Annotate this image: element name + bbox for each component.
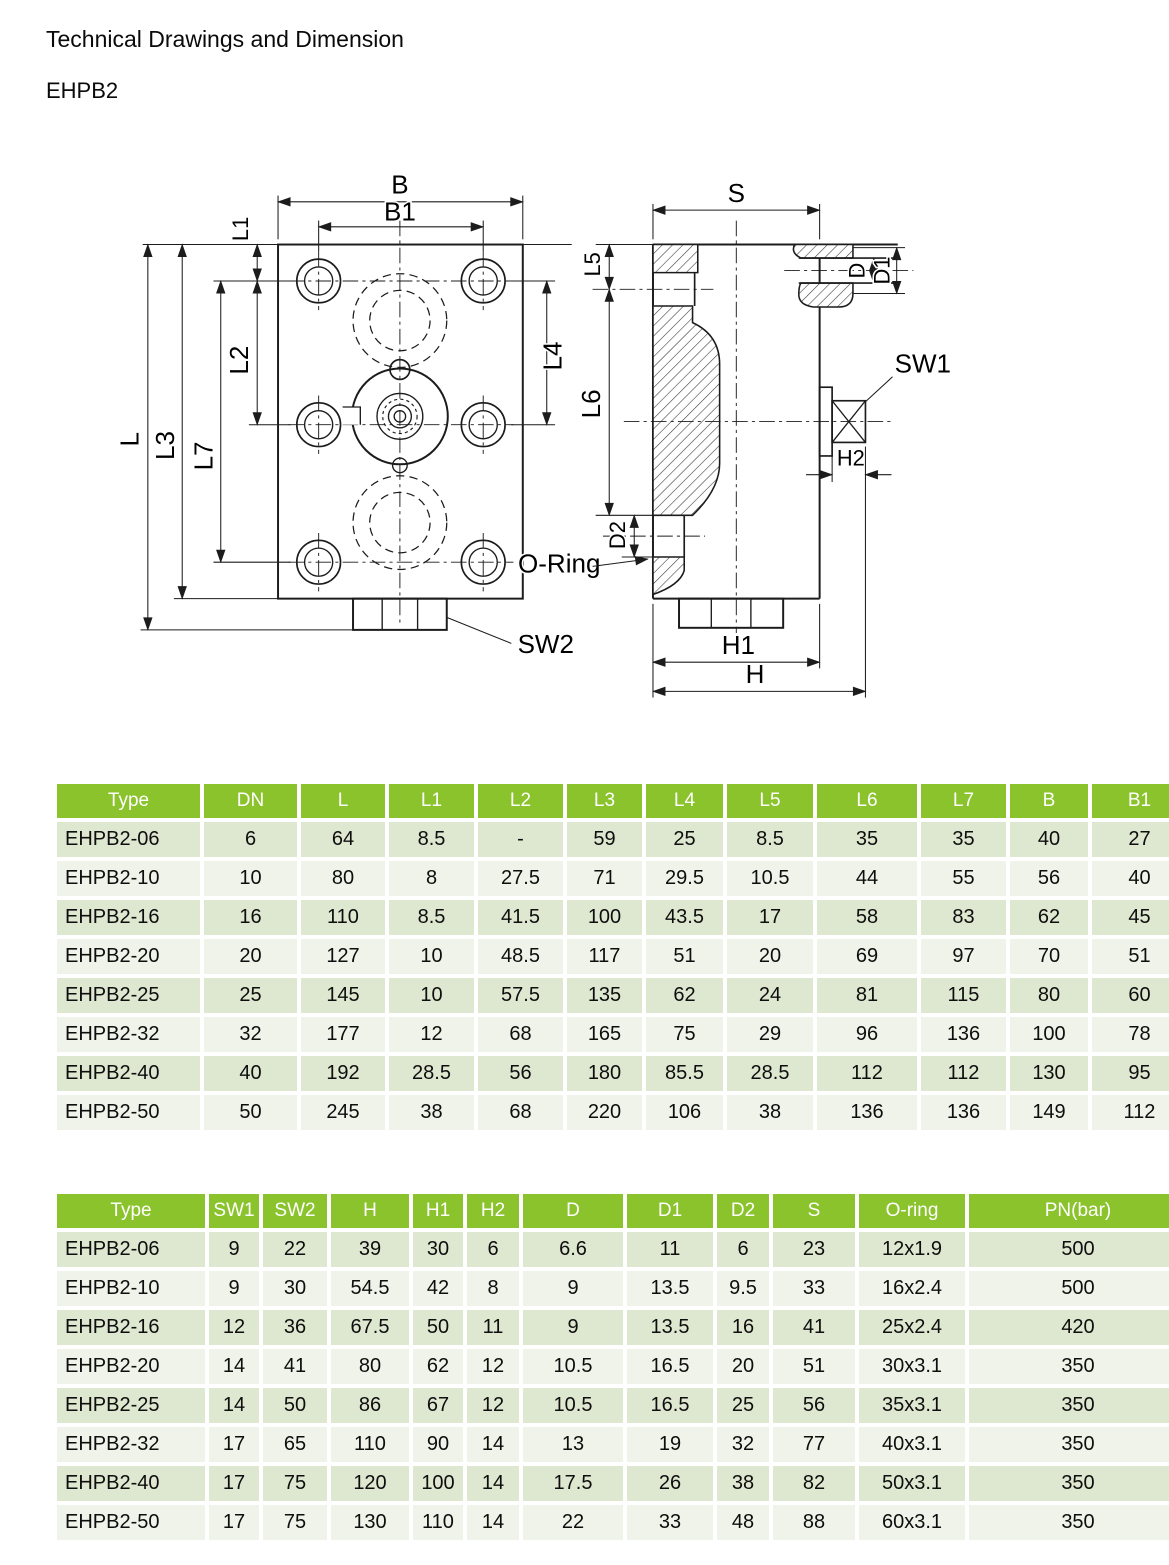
spindle-cam bbox=[343, 360, 448, 473]
value-cell: 27.5 bbox=[478, 861, 563, 896]
type-cell: EHPB2-06 bbox=[57, 822, 200, 857]
value-cell: 14 bbox=[209, 1388, 259, 1423]
column-header: L4 bbox=[646, 784, 723, 818]
value-cell: 38 bbox=[727, 1095, 813, 1130]
value-cell: 10.5 bbox=[727, 861, 813, 896]
value-cell: 44 bbox=[817, 861, 917, 896]
value-cell: 32 bbox=[717, 1427, 769, 1462]
value-cell: 22 bbox=[523, 1505, 623, 1540]
column-header: B bbox=[1010, 784, 1088, 818]
value-cell: 24 bbox=[727, 978, 813, 1013]
value-cell: 10.5 bbox=[523, 1349, 623, 1384]
value-cell: 85.5 bbox=[646, 1056, 723, 1091]
type-cell: EHPB2-25 bbox=[57, 978, 200, 1013]
value-cell: 95 bbox=[1092, 1056, 1169, 1091]
value-cell: 9 bbox=[209, 1232, 259, 1267]
value-cell: 25 bbox=[717, 1388, 769, 1423]
value-cell: 10 bbox=[389, 939, 474, 974]
type-cell: EHPB2-50 bbox=[57, 1505, 205, 1540]
value-cell: 40x3.1 bbox=[859, 1427, 965, 1462]
value-cell: 106 bbox=[646, 1095, 723, 1130]
value-cell: 12 bbox=[209, 1310, 259, 1345]
value-cell: 80 bbox=[331, 1349, 409, 1384]
value-cell: 54.5 bbox=[331, 1271, 409, 1306]
value-cell: 30 bbox=[263, 1271, 327, 1306]
column-header: D bbox=[523, 1194, 623, 1228]
value-cell: 192 bbox=[301, 1056, 385, 1091]
dim-label-B1: B1 bbox=[383, 196, 416, 227]
value-cell: 420 bbox=[969, 1310, 1169, 1345]
value-cell: 62 bbox=[646, 978, 723, 1013]
type-cell: EHPB2-32 bbox=[57, 1017, 200, 1052]
value-cell: 51 bbox=[773, 1349, 855, 1384]
value-cell: 80 bbox=[1010, 978, 1088, 1013]
value-cell: 112 bbox=[921, 1056, 1006, 1091]
value-cell: 165 bbox=[567, 1017, 642, 1052]
value-cell: 110 bbox=[331, 1427, 409, 1462]
value-cell: 17 bbox=[209, 1466, 259, 1501]
type-cell: EHPB2-16 bbox=[57, 900, 200, 935]
value-cell: 27 bbox=[1092, 822, 1169, 857]
value-cell: 90 bbox=[413, 1427, 463, 1462]
value-cell: 80 bbox=[301, 861, 385, 896]
value-cell: 16 bbox=[717, 1310, 769, 1345]
column-header: D2 bbox=[717, 1194, 769, 1228]
table-row bbox=[57, 978, 1169, 1013]
value-cell: 14 bbox=[209, 1349, 259, 1384]
dim-label-H: H bbox=[745, 659, 765, 690]
column-header: S bbox=[773, 1194, 855, 1228]
column-header: Type bbox=[57, 784, 200, 818]
value-cell: 120 bbox=[331, 1466, 409, 1501]
dim-label-D: D bbox=[844, 262, 870, 279]
value-cell: 177 bbox=[301, 1017, 385, 1052]
value-cell: 35 bbox=[921, 822, 1006, 857]
dim-label-L6: L6 bbox=[575, 389, 606, 419]
value-cell: 29 bbox=[727, 1017, 813, 1052]
value-cell: 13.5 bbox=[627, 1271, 713, 1306]
dim-label-B: B bbox=[391, 169, 409, 200]
value-cell: 29.5 bbox=[646, 861, 723, 896]
value-cell: 83 bbox=[921, 900, 1006, 935]
column-header: L2 bbox=[478, 784, 563, 818]
type-cell: EHPB2-10 bbox=[57, 861, 200, 896]
value-cell: 68 bbox=[478, 1017, 563, 1052]
value-cell: 69 bbox=[817, 939, 917, 974]
value-cell: 110 bbox=[413, 1505, 463, 1540]
value-cell: 135 bbox=[567, 978, 642, 1013]
dimensions-table-heights bbox=[53, 1190, 1169, 1544]
value-cell: 25x2.4 bbox=[859, 1310, 965, 1345]
value-cell: 48.5 bbox=[478, 939, 563, 974]
value-cell: 81 bbox=[817, 978, 917, 1013]
type-cell: EHPB2-50 bbox=[57, 1095, 200, 1130]
table-row bbox=[57, 1505, 1169, 1540]
value-cell: - bbox=[478, 822, 563, 857]
dim-label-H1: H1 bbox=[721, 629, 756, 660]
column-header: L7 bbox=[921, 784, 1006, 818]
value-cell: 75 bbox=[263, 1466, 327, 1501]
value-cell: 25 bbox=[204, 978, 297, 1013]
value-cell: 56 bbox=[773, 1388, 855, 1423]
table-row bbox=[57, 900, 1169, 935]
value-cell: 16 bbox=[204, 900, 297, 935]
value-cell: 350 bbox=[969, 1388, 1169, 1423]
value-cell: 62 bbox=[1010, 900, 1088, 935]
value-cell: 6 bbox=[717, 1232, 769, 1267]
value-cell: 10.5 bbox=[523, 1388, 623, 1423]
value-cell: 112 bbox=[817, 1056, 917, 1091]
value-cell: 350 bbox=[969, 1349, 1169, 1384]
value-cell: 41 bbox=[263, 1349, 327, 1384]
value-cell: 23 bbox=[773, 1232, 855, 1267]
value-cell: 6.6 bbox=[523, 1232, 623, 1267]
value-cell: 40 bbox=[1010, 822, 1088, 857]
column-header: DN bbox=[204, 784, 297, 818]
value-cell: 68 bbox=[478, 1095, 563, 1130]
value-cell: 117 bbox=[567, 939, 642, 974]
value-cell: 32 bbox=[204, 1017, 297, 1052]
value-cell: 19 bbox=[627, 1427, 713, 1462]
header-row bbox=[57, 1194, 1169, 1228]
value-cell: 60x3.1 bbox=[859, 1505, 965, 1540]
value-cell: 70 bbox=[1010, 939, 1088, 974]
table-row bbox=[57, 1095, 1169, 1130]
value-cell: 9 bbox=[523, 1271, 623, 1306]
table-row bbox=[57, 1310, 1169, 1345]
value-cell: 58 bbox=[817, 900, 917, 935]
value-cell: 30 bbox=[413, 1232, 463, 1267]
value-cell: 145 bbox=[301, 978, 385, 1013]
dim-label-L2: L2 bbox=[223, 345, 254, 375]
value-cell: 20 bbox=[717, 1349, 769, 1384]
column-header: SW2 bbox=[263, 1194, 327, 1228]
column-header: Type bbox=[57, 1194, 205, 1228]
value-cell: 75 bbox=[263, 1505, 327, 1540]
product-series-label: EHPB2 bbox=[46, 78, 119, 103]
value-cell: 30x3.1 bbox=[859, 1349, 965, 1384]
value-cell: 51 bbox=[1092, 939, 1169, 974]
value-cell: 6 bbox=[467, 1232, 519, 1267]
value-cell: 67 bbox=[413, 1388, 463, 1423]
dim-label-D2: D2 bbox=[604, 521, 630, 550]
table-row bbox=[57, 1466, 1169, 1501]
value-cell: 130 bbox=[1010, 1056, 1088, 1091]
column-header: H1 bbox=[413, 1194, 463, 1228]
value-cell: 50 bbox=[204, 1095, 297, 1130]
type-cell: EHPB2-25 bbox=[57, 1388, 205, 1423]
column-header: O-ring bbox=[859, 1194, 965, 1228]
value-cell: 38 bbox=[389, 1095, 474, 1130]
value-cell: 51 bbox=[646, 939, 723, 974]
value-cell: 115 bbox=[921, 978, 1006, 1013]
value-cell: 17 bbox=[209, 1427, 259, 1462]
value-cell: 12x1.9 bbox=[859, 1232, 965, 1267]
dim-label-L3: L3 bbox=[149, 431, 180, 461]
value-cell: 11 bbox=[467, 1310, 519, 1345]
value-cell: 55 bbox=[921, 861, 1006, 896]
value-cell: 220 bbox=[567, 1095, 642, 1130]
value-cell: 10 bbox=[389, 978, 474, 1013]
column-header: H2 bbox=[467, 1194, 519, 1228]
value-cell: 65 bbox=[263, 1427, 327, 1462]
value-cell: 350 bbox=[969, 1505, 1169, 1540]
value-cell: 149 bbox=[1010, 1095, 1088, 1130]
value-cell: 26 bbox=[627, 1466, 713, 1501]
type-cell: EHPB2-06 bbox=[57, 1232, 205, 1267]
value-cell: 17 bbox=[727, 900, 813, 935]
value-cell: 500 bbox=[969, 1271, 1169, 1306]
table-row bbox=[57, 861, 1169, 896]
dim-label-S: S bbox=[727, 177, 745, 208]
value-cell: 100 bbox=[567, 900, 642, 935]
value-cell: 180 bbox=[567, 1056, 642, 1091]
type-cell: EHPB2-40 bbox=[57, 1466, 205, 1501]
dim-label-L1: L1 bbox=[227, 216, 253, 242]
value-cell: 12 bbox=[389, 1017, 474, 1052]
value-cell: 50x3.1 bbox=[859, 1466, 965, 1501]
value-cell: 12 bbox=[467, 1349, 519, 1384]
value-cell: 17.5 bbox=[523, 1466, 623, 1501]
value-cell: 14 bbox=[467, 1427, 519, 1462]
value-cell: 10 bbox=[204, 861, 297, 896]
value-cell: 350 bbox=[969, 1427, 1169, 1462]
value-cell: 48 bbox=[717, 1505, 769, 1540]
type-cell: EHPB2-16 bbox=[57, 1310, 205, 1345]
value-cell: 56 bbox=[478, 1056, 563, 1091]
table-row bbox=[57, 1017, 1169, 1052]
value-cell: 100 bbox=[1010, 1017, 1088, 1052]
value-cell: 8.5 bbox=[727, 822, 813, 857]
column-header: H bbox=[331, 1194, 409, 1228]
value-cell: 8.5 bbox=[389, 822, 474, 857]
value-cell: 60 bbox=[1092, 978, 1169, 1013]
value-cell: 9 bbox=[209, 1271, 259, 1306]
dim-label-L5: L5 bbox=[579, 252, 605, 277]
value-cell: 57.5 bbox=[478, 978, 563, 1013]
value-cell: 16x2.4 bbox=[859, 1271, 965, 1306]
value-cell: 77 bbox=[773, 1427, 855, 1462]
type-cell: EHPB2-10 bbox=[57, 1271, 205, 1306]
dim-label-D1: D1 bbox=[869, 256, 895, 285]
value-cell: 38 bbox=[717, 1466, 769, 1501]
hex-nut-side bbox=[679, 599, 783, 628]
flange-section bbox=[653, 245, 720, 595]
type-cell: EHPB2-40 bbox=[57, 1056, 200, 1091]
value-cell: 67.5 bbox=[331, 1310, 409, 1345]
value-cell: 14 bbox=[467, 1466, 519, 1501]
value-cell: 17 bbox=[209, 1505, 259, 1540]
table-row bbox=[57, 1056, 1169, 1091]
table-row bbox=[57, 822, 1169, 857]
value-cell: 8.5 bbox=[389, 900, 474, 935]
value-cell: 35x3.1 bbox=[859, 1388, 965, 1423]
value-cell: 9 bbox=[523, 1310, 623, 1345]
value-cell: 130 bbox=[331, 1505, 409, 1540]
column-header: L5 bbox=[727, 784, 813, 818]
value-cell: 41.5 bbox=[478, 900, 563, 935]
column-header: L1 bbox=[389, 784, 474, 818]
value-cell: 33 bbox=[627, 1505, 713, 1540]
value-cell: 136 bbox=[921, 1017, 1006, 1052]
value-cell: 16.5 bbox=[627, 1388, 713, 1423]
side-view bbox=[518, 178, 951, 698]
value-cell: 28.5 bbox=[389, 1056, 474, 1091]
value-cell: 14 bbox=[467, 1505, 519, 1540]
value-cell: 97 bbox=[921, 939, 1006, 974]
front-view bbox=[114, 169, 574, 658]
column-header: L bbox=[301, 784, 385, 818]
value-cell: 13.5 bbox=[627, 1310, 713, 1345]
header-row bbox=[57, 784, 1169, 818]
value-cell: 12 bbox=[467, 1388, 519, 1423]
column-header: B1 bbox=[1092, 784, 1169, 818]
dim-label-L: L bbox=[114, 432, 145, 447]
value-cell: 33 bbox=[773, 1271, 855, 1306]
table-row bbox=[57, 1271, 1169, 1306]
dim-label-L7: L7 bbox=[188, 441, 219, 471]
value-cell: 71 bbox=[567, 861, 642, 896]
column-header: PN(bar) bbox=[969, 1194, 1169, 1228]
value-cell: 88 bbox=[773, 1505, 855, 1540]
technical-drawing bbox=[98, 156, 958, 708]
value-cell: 45 bbox=[1092, 900, 1169, 935]
value-cell: 82 bbox=[773, 1466, 855, 1501]
value-cell: 127 bbox=[301, 939, 385, 974]
type-cell: EHPB2-20 bbox=[57, 939, 200, 974]
value-cell: 110 bbox=[301, 900, 385, 935]
value-cell: 20 bbox=[727, 939, 813, 974]
value-cell: 16.5 bbox=[627, 1349, 713, 1384]
value-cell: 40 bbox=[1092, 861, 1169, 896]
value-cell: 41 bbox=[773, 1310, 855, 1345]
dim-label-SW2: SW2 bbox=[517, 628, 574, 659]
oring-label: O-Ring bbox=[518, 548, 601, 579]
value-cell: 100 bbox=[413, 1466, 463, 1501]
value-cell: 22 bbox=[263, 1232, 327, 1267]
value-cell: 25 bbox=[646, 822, 723, 857]
type-cell: EHPB2-20 bbox=[57, 1349, 205, 1384]
column-header: L6 bbox=[817, 784, 917, 818]
value-cell: 136 bbox=[921, 1095, 1006, 1130]
value-cell: 20 bbox=[204, 939, 297, 974]
value-cell: 6 bbox=[204, 822, 297, 857]
value-cell: 8 bbox=[467, 1271, 519, 1306]
value-cell: 62 bbox=[413, 1349, 463, 1384]
technical-drawing-svg bbox=[98, 156, 958, 708]
dim-label-SW1: SW1 bbox=[894, 348, 952, 379]
value-cell: 245 bbox=[301, 1095, 385, 1130]
value-cell: 112 bbox=[1092, 1095, 1169, 1130]
value-cell: 59 bbox=[567, 822, 642, 857]
value-cell: 75 bbox=[646, 1017, 723, 1052]
table-row bbox=[57, 1388, 1169, 1423]
value-cell: 50 bbox=[413, 1310, 463, 1345]
value-cell: 8 bbox=[389, 861, 474, 896]
value-cell: 78 bbox=[1092, 1017, 1169, 1052]
value-cell: 9.5 bbox=[717, 1271, 769, 1306]
value-cell: 13 bbox=[523, 1427, 623, 1462]
value-cell: 350 bbox=[969, 1466, 1169, 1501]
column-header: L3 bbox=[567, 784, 642, 818]
column-header: SW1 bbox=[209, 1194, 259, 1228]
value-cell: 11 bbox=[627, 1232, 713, 1267]
value-cell: 96 bbox=[817, 1017, 917, 1052]
column-header: D1 bbox=[627, 1194, 713, 1228]
type-cell: EHPB2-32 bbox=[57, 1427, 205, 1462]
value-cell: 64 bbox=[301, 822, 385, 857]
value-cell: 40 bbox=[204, 1056, 297, 1091]
value-cell: 56 bbox=[1010, 861, 1088, 896]
value-cell: 28.5 bbox=[727, 1056, 813, 1091]
table-row bbox=[57, 1232, 1169, 1267]
value-cell: 500 bbox=[969, 1232, 1169, 1267]
value-cell: 136 bbox=[817, 1095, 917, 1130]
dim-label-L4: L4 bbox=[537, 341, 568, 371]
table-row bbox=[57, 1427, 1169, 1462]
value-cell: 42 bbox=[413, 1271, 463, 1306]
table-row bbox=[57, 939, 1169, 974]
value-cell: 43.5 bbox=[646, 900, 723, 935]
value-cell: 36 bbox=[263, 1310, 327, 1345]
dimensions-table-lengths bbox=[53, 780, 1169, 1134]
page-title: Technical Drawings and Dimension bbox=[46, 26, 404, 52]
table-row bbox=[57, 1349, 1169, 1384]
dim-label-H2: H2 bbox=[836, 445, 865, 471]
value-cell: 50 bbox=[263, 1388, 327, 1423]
value-cell: 86 bbox=[331, 1388, 409, 1423]
value-cell: 35 bbox=[817, 822, 917, 857]
value-cell: 39 bbox=[331, 1232, 409, 1267]
